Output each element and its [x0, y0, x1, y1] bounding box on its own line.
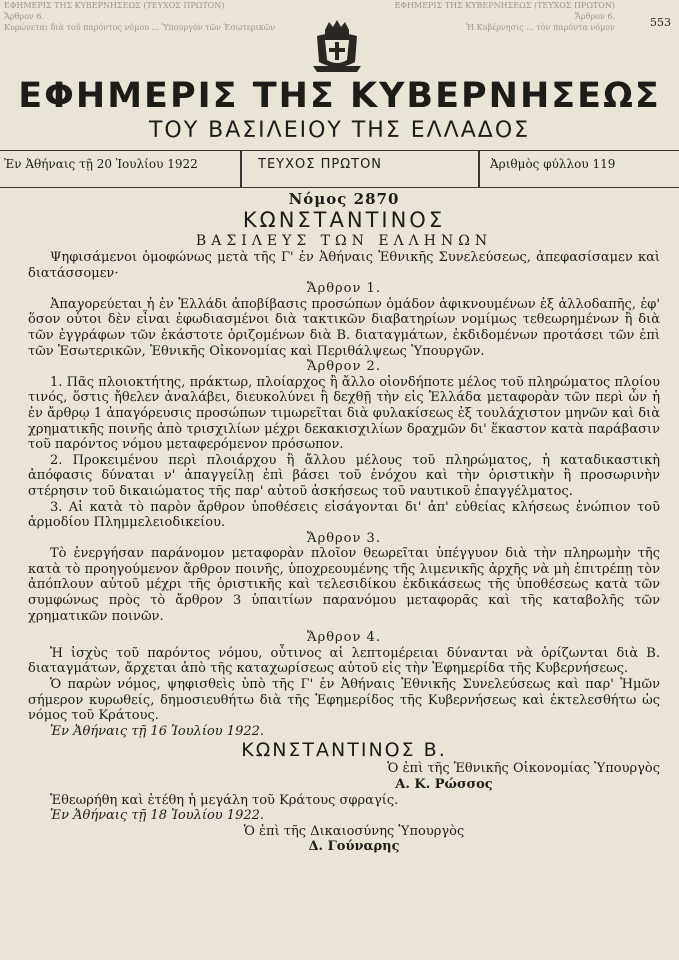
article-2-title: Ἄρθρον 2.	[307, 359, 381, 375]
divider	[240, 151, 242, 187]
royal-crest-icon	[311, 16, 363, 74]
royal-signature: ΚΩΝΣΤΑΝΤΙΝΟΣ Β.	[241, 739, 447, 762]
king-title: ΒΑΣΙΛΕΥΣ ΤΩΝ ΕΛΛΗΝΩΝ	[195, 233, 493, 249]
law-text	[28, 190, 660, 855]
law-number: Νόμος 2870	[288, 190, 400, 208]
article-3-title: Ἄρθρον 3.	[307, 530, 381, 546]
article-4-title: Ἄρθρον 4.	[307, 630, 381, 646]
minister-2-name: Δ. Γούναρης	[308, 839, 400, 855]
article-1-title: Ἄρθρον 1.	[307, 281, 381, 297]
masthead-subtitle: ΤΟΥ ΒΑΣΙΛΕΙΟΥ ΤΗΣ ΕΛΛΑΔΟΣ	[148, 118, 531, 143]
promulgation-date: Ἐν Ἀθήναις τῇ 16 Ἰουλίου 1922.	[50, 723, 265, 739]
article-2-paragraph-2: 2. Προκειμένου περὶ πλοιάρχου ἢ ἄλλου μέλους τοῦ πληρώματος, ἡ καταδικαστικὴ ἀπόφασις δύναται ν' ἀπαγγείλῃ ἐπὶ βάσει τοῦ ἐνόχου καὶ τὴν ὁριστικὴν ἢ προσωρινὴν στέρησιν τοῦ δικαιώματος τῆς παρ' αὐτοῦ ἀσκήσεως τοῦ ναυτικοῦ ἐπαγγέλματος.	[28, 452, 660, 499]
bleed-through-right: ΕΦΗΜΕΡΙΣ ΤΗΣ ΚΥΒΕΡΝΗΣΕΩΣ (ΤΕΥΧΟΣ ΠΡΩΤΟΝ) Ἄρθρον 6. Ἡ Κυβέρνησις ... τὸν παρόντα νόμον	[394, 1, 615, 32]
article-2-paragraph-3: 3. Αἱ κατὰ τὸ παρὸν ἄρθρον ὑποθέσεις εἰσάγονται δι' ἀπ' εὐθείας κλήσεως ἐνώπιον τοῦ ἁρμοδίου Πλημμελειοδικείου.	[28, 499, 660, 531]
issue-series: ΤΕΥΧΟΣ ΠΡΩΤΟΝ	[258, 157, 383, 172]
divider	[478, 151, 480, 187]
seal-note: Ἐθεωρήθη καὶ ἐτέθη ἡ μεγάλη τοῦ Κράτους σφραγίς.	[50, 792, 399, 808]
page-number: 553	[650, 16, 671, 29]
seal-date: Ἐν Ἀθήναις τῇ 18 Ἰουλίου 1922.	[50, 808, 265, 824]
preamble: Ψηφισάμενοι ὁμοφώνως μετὰ τῆς Γ' ἐν Ἀθήναις Ἐθνικῆς Συνελεύσεως, ἀπεφασίσαμεν καὶ διατάσσομεν·	[28, 250, 660, 281]
sheet-number: Ἀριθμὸς φύλλου 119	[490, 157, 616, 171]
king-name: ΚΩΝΣΤΑΝΤΙΝΟΣ	[242, 208, 446, 232]
article-4-text: Ἡ ἰσχὺς τοῦ παρόντος νόμου, οὗτινος αἱ λεπτομέρειαι δύνανται νὰ ὁρίζωνται διὰ Β. διαταγμάτων, ἄρχεται ἀπὸ τῆς καταχωρίσεως αὐτοῦ εἰς τὴν Ἐφημερίδα τῆς Κυβερνήσεως.	[28, 645, 660, 677]
article-2-paragraph-1: 1. Πᾶς πλοιοκτήτης, πράκτωρ, πλοίαρχος ἢ ἄλλο οἱονδήποτε μέλος τοῦ πληρώματος πλοίου τινός, ὅστις ἤθελεν ἀναλάβει, διευκολύνει ἢ δεχθῇ τὴν εἰς Ἑλλάδα μεταφορὰν τῶν περὶ ὧν ἡ ἐν ἄρθρῳ 1 ἀπαγόρευσις προσώπων τιμωρεῖται διὰ φυλακίσεως ἐξ τουλάχιστον μηνῶν καὶ διὰ χρηματικῆς ποινῆς ἀπὸ τρισχιλίων μέχρι δεκακισχιλίων δραχμῶν δι' ἕκαστον κατὰ παράβασιν τοῦ παρόντος νόμου μεταφερόμενον πρόσωπον.	[28, 374, 660, 453]
bleed-through-left: ΕΦΗΜΕΡΙΣ ΤΗΣ ΚΥΒΕΡΝΗΣΕΩΣ (ΤΕΥΧΟΣ ΠΡΩΤΟΝ) Ἄρθρον 6. Κυρώνεται διὰ τοῦ παρόντος νόμου ... Ὑπουργὸν τῶν Ἐσωτερικῶν	[4, 1, 276, 32]
closing-clause: Ὁ παρὼν νόμος, ψηφισθεὶς ὑπὸ τῆς Γ' ἐν Ἀθήναις Ἐθνικῆς Συνελεύσεως καὶ παρ' Ἡμῶν σήμερον κυρωθείς, δημοσιευθήτω διὰ τῆς Ἐφημερίδος τῆς Κυβερνήσεως καὶ ἐκτελεσθήτω ὡς νόμος τοῦ Κράτους.	[28, 677, 660, 724]
minister-1-title: Ὁ ἐπὶ τῆς Ἐθνικῆς Οἰκονομίας Ὑπουργὸς	[387, 761, 660, 777]
article-3-text: Τὸ ἐνεργήσαν παράνομον μεταφορὰν πλοῖον θεωρεῖται ὑπέγγυον διὰ τὴν πληρωμὴν τῆς κατὰ τὸ προηγούμενον ἄρθρον ποινῆς, ὑποχρεουμένης τῆς λιμενικῆς ἀρχῆς νὰ μὴ ἐπιτρέπῃ τὸν ἀπόπλουν αὐτοῦ μέχρι τῆς ὁριστικῆς καὶ τελεσιδίκου ἐκδικάσεως τῆς ὑποθέσεως κατὰ τῶν συμφώνως πρὸς τὸ ἄρθρον 3 ὑπαιτίων παρανόμου μεταφορᾶς καὶ τῆς καταβολῆς τῶν χρηματικῶν ποινῶν.	[28, 546, 660, 624]
masthead-title: ΕΦΗΜΕΡΙΣ ΤΗΣ ΚΥΒΕΡΝΗΣΕΩΣ	[18, 76, 661, 116]
minister-1-name: Α. Κ. Ρώσσος	[395, 777, 493, 792]
minister-2-title: Ὁ ἐπὶ τῆς Δικαιοσύνης Ὑπουργὸς	[243, 823, 465, 839]
issue-dateline	[0, 150, 679, 188]
article-1-text: Ἀπαγορεύεται ἡ ἐν Ἑλλάδι ἀποβίβασις προσώπων ὁμάδον ἀφικνουμένων ἐξ ἀλλοδαπῆς, ἐφ' ὅσον οὗτοι δὲν εἶναι ἐφωδιασμένοι διὰ τακτικῶν διαβατηρίων νομίμως τεθεωρημένων ἢ διὰ τῶν ἐγγράφων τῶν ἑκάστοτε ὁριζομένων διὰ Β. διαταγμάτων, ἐκδιδομένων προτάσει τῶν ἐπὶ τῶν Ἐσωτερικῶν, Ἐθνικῆς Οἰκονομίας καὶ Περιθάλψεως Ὑπουργῶν.	[28, 296, 660, 359]
issue-date: Ἐν Ἀθήναις τῇ 20 Ἰουλίου 1922	[4, 157, 198, 171]
